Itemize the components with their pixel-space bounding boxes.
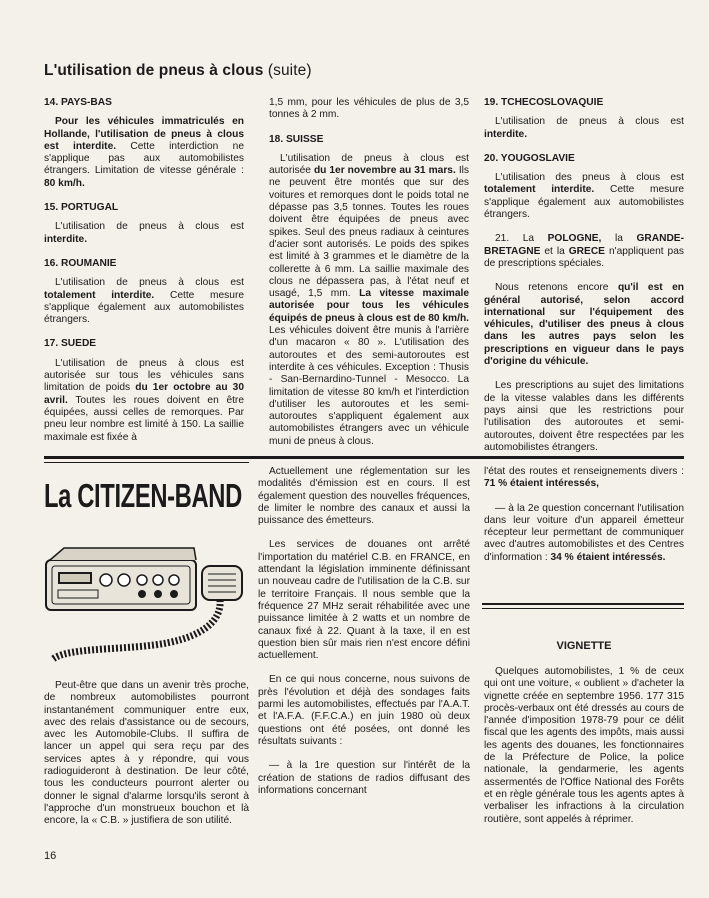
vignette-rule-top bbox=[482, 603, 684, 606]
para-retenons bbox=[484, 282, 684, 368]
heading-suisse: 18. SUISSE bbox=[269, 133, 324, 145]
section-divider bbox=[44, 456, 684, 459]
suede-continued: 1,5 mm, pour les véhicules de plus de 3,5 tonnes à 2 mm. bbox=[269, 97, 469, 121]
pologne-text3: et la bbox=[544, 245, 565, 257]
roumanie-bold: totalement interdite. bbox=[44, 289, 155, 301]
vignette-column bbox=[484, 666, 684, 838]
yougoslavie-text2: Cette mesure s'applique également aux automobilistes étrangers. bbox=[484, 184, 684, 221]
tchecoslovaquie-text: L'utilisation de pneus à clous est bbox=[495, 116, 684, 128]
column-2 bbox=[269, 97, 469, 460]
suede-text1: L'utilisation de pneus à clous est autorisée sur tous les véhicules sans limitation de poids bbox=[44, 357, 244, 394]
citizen-band-col1 bbox=[44, 680, 249, 840]
para-roumanie bbox=[44, 277, 244, 326]
cb-p7 bbox=[484, 503, 684, 564]
para-yougoslavie bbox=[484, 172, 684, 221]
suisse-bold1: du 1er novembre au 31 mars. bbox=[313, 165, 456, 177]
retenons-text: Nous retenons encore bbox=[495, 282, 609, 294]
cb-p3: Les services de douanes ont arrêté l'importation du matériel C.B. en FRANCE, en attendant la législation imminente définissant un nouveau cadre de l'utilisation de la C.B. sur le territoire Français. Il nous semble que la fréquence 27 MHz serait réhabilitée avec une puissance limitée à 2 watts et un nombre de canaux fixé à 22. Quant à la taxe, il en est question bien sûr mais rien n'est encore défini actuellement. bbox=[258, 539, 470, 662]
heading-pays-bas: 14. PAYS-BAS bbox=[44, 97, 112, 108]
suisse-bold2: La vitesse maximale autorisée pour tous les véhicules équipés de pneus à clous est de 80 km/h. bbox=[269, 288, 469, 324]
vignette-text: Quelques automobilistes, 1 % de ceux qui ont une voiture, « oublient » d'acheter la vignette créée en septembre 1956. 177 315 procès-verbaux ont été dressés au cours de l'année d'imposition 1978-79 pour ce délit fiscal que les agents des impôts, mais aussi les agents des douanes, les fonctionnaires de la Préfecture de Police, la police nationale, la gendarmerie, les agents assermentés de l'Office National des Forêts et en règle générale tous les agents aptes à verbaliser les infractions à la circulation routière, sont appelés à réprimer. bbox=[484, 666, 684, 825]
heading-roumanie: 16. ROUMANIE bbox=[44, 257, 117, 269]
pays-bas-text: Cette interdiction ne s'applique pas aux automobilistes étrangers. Limitation de vitesse générale : bbox=[44, 140, 244, 177]
para-suede bbox=[44, 358, 244, 444]
para-suisse bbox=[269, 153, 469, 448]
yougoslavie-bold: totalement interdite. bbox=[484, 184, 595, 196]
pologne-text2: la bbox=[614, 233, 623, 245]
para-pologne bbox=[484, 233, 684, 270]
portugal-text: L'utilisation de pneus à clous est bbox=[55, 221, 244, 233]
suede-bold: du 1er octobre au 30 avril. bbox=[44, 382, 244, 406]
pologne-b1: POLOGNE, bbox=[547, 233, 602, 245]
heading-portugal: 15. PORTUGAL bbox=[44, 202, 119, 214]
vignette-rule-bottom bbox=[482, 608, 684, 609]
page-title bbox=[44, 62, 312, 80]
para-portugal bbox=[44, 221, 244, 246]
suisse-text2: Ils ne peuvent être montés que sur des voitures et remorques dont le poids total ne dépasse pas 3,5 tonnes. Toutes les roues doivent être équipées de pneus avec spikes. Seul des pneus radiaux à ceintures d'acier sont autorisés. Le poids des spikes est limité à 3 grammes et le diamètre de la collerette à 6 mm. La saillie maximale des clous ne dépassera pas, à l'état neuf et usagé, 1,5 mm. bbox=[269, 165, 469, 300]
pologne-text1: 21. La bbox=[495, 233, 535, 245]
portugal-bold: interdite. bbox=[44, 233, 88, 245]
roumanie-text1: L'utilisation de pneus à clous est bbox=[55, 277, 244, 289]
citizen-band-col3 bbox=[484, 466, 684, 576]
cb-p7-text: — à la 2e question concernant l'utilisation dans leur voiture d'un appareil émetteur récepteur leur permettant de communiquer avec d'autres automobilistes et des Centres d'information : bbox=[484, 502, 684, 563]
retenons-bold: qu'il est en général autorisé, selon accord international sur l'équipement des véhicules, d'utiliser des pneus à clous dans les autres pays selon les prescriptions en vigueur dans le pays d'origine du véhicule. bbox=[484, 282, 684, 368]
citizen-band-rule bbox=[44, 462, 249, 463]
tchecoslovaquie-bold: interdite. bbox=[484, 128, 528, 140]
cb-p7-bold: 34 % étaient intéressés. bbox=[550, 551, 666, 563]
cb-p6 bbox=[484, 466, 684, 491]
suisse-text3: Les véhicules doivent être munis à l'arrière d'un macaron « 80 ». L'utilisation des autoroutes et des semi-autoroutes est interdite à ces véhicules. Exception : Thusis - San-Bernardino-Tunnel - Mesocco. La limitation de vitesse 80 km/h et l'interdiction d'utiliser les autoroutes et les semi-autoroutes s'appliquent également aux automobilistes étrangers avec un véhicule muni de pneus à clous. bbox=[269, 325, 469, 447]
heading-suede: 17. SUEDE bbox=[44, 338, 97, 350]
roumanie-text2: Cette mesure s'applique également aux automobilistes étrangers. bbox=[44, 289, 244, 326]
cb-radio-illustration bbox=[44, 530, 249, 680]
cb-p6-bold: 71 % étaient intéressés, bbox=[484, 478, 599, 490]
yougoslavie-text1: L'utilisation des pneus à clous est bbox=[495, 172, 684, 184]
pologne-b3: GRECE bbox=[568, 245, 605, 257]
cb-p1: Peut-être que dans un avenir très proche, de nombreux automobilistes pourront instantanément communiquer entre eux, avec des relais d'assistance ou de secours, avec les Automobile-Clubs. Il suffira de lancer un appel qui sera reçu par des services aptes à y répondre, qui vous radioguideront à destination. De leur côté, tous les conducteurs pourront alerter ou donner le signal d'alarme lorsqu'ils seront à l'approche d'un monstrueux bouchon et là encore, la « C.B. » justifiera de son utilité. bbox=[44, 680, 249, 827]
cb-p5: — à la 1re question sur l'intérêt de la création de stations de radios diffusant des informations concernant bbox=[258, 760, 470, 796]
heading-tchecoslovaquie: 19. TCHECOSLOVAQUIE bbox=[484, 97, 604, 108]
heading-yougoslavie: 20. YOUGOSLAVIE bbox=[484, 152, 575, 164]
column-1 bbox=[44, 97, 244, 456]
citizen-band-col2 bbox=[258, 466, 470, 809]
cb-p4: En ce qui nous concerne, nous suivons de près l'évolution et déjà des sondages faits parmi les automobilistes, effectués par l'A.A.T. et l'A.F.A. (F.F.C.A.) en juin 1980 où deux questions ont été posées, ont donné les résultats suivants : bbox=[258, 674, 470, 747]
cb-p2: Actuellement une réglementation sur les modalités d'émission est en cours. Il est également question des nouvelles fréquences, de limiter le nombre des canaux et aussi la puissance des émetteurs. bbox=[258, 466, 470, 527]
suede-text2: Toutes les roues doivent en être équipées, aussi celles de remorques. Par pneu leur nombre est limité à 150. La saillie maximale est fixée à bbox=[44, 394, 244, 443]
para-tchecoslovaquie bbox=[484, 116, 684, 141]
para-prescriptions: Les prescriptions au sujet des limitations de la vitesse valables dans les différents pays ainsi que les restrictions pour l'utilisation des autoroutes et semi-autoroutes, doivent être respectées par les automobilistes étrangers. bbox=[484, 380, 684, 453]
para-pays-bas bbox=[44, 116, 244, 190]
pays-bas-speed: 80 km/h. bbox=[44, 177, 85, 189]
suisse-text1: L'utilisation de pneus à clous est autorisée bbox=[269, 152, 469, 177]
vignette-title: VIGNETTE bbox=[556, 640, 612, 652]
cb-p6-text: l'état des routes et renseignements divers : bbox=[484, 466, 684, 477]
citizen-band-title: La CITIZEN-BAND bbox=[44, 477, 242, 514]
pologne-b2: GRANDE-BRETAGNE bbox=[484, 233, 684, 257]
column-3 bbox=[484, 97, 684, 466]
title-suffix: (suite) bbox=[267, 62, 312, 79]
page-number: 16 bbox=[44, 850, 57, 862]
pologne-text4: n'appliquent pas de prescriptions spéciales. bbox=[484, 245, 684, 269]
title-main: L'utilisation de pneus à clous bbox=[44, 62, 264, 79]
pays-bas-bold: Pour les véhicules immatriculés en Hollande, l'utilisation de pneus à clous est interdite. bbox=[44, 116, 244, 152]
